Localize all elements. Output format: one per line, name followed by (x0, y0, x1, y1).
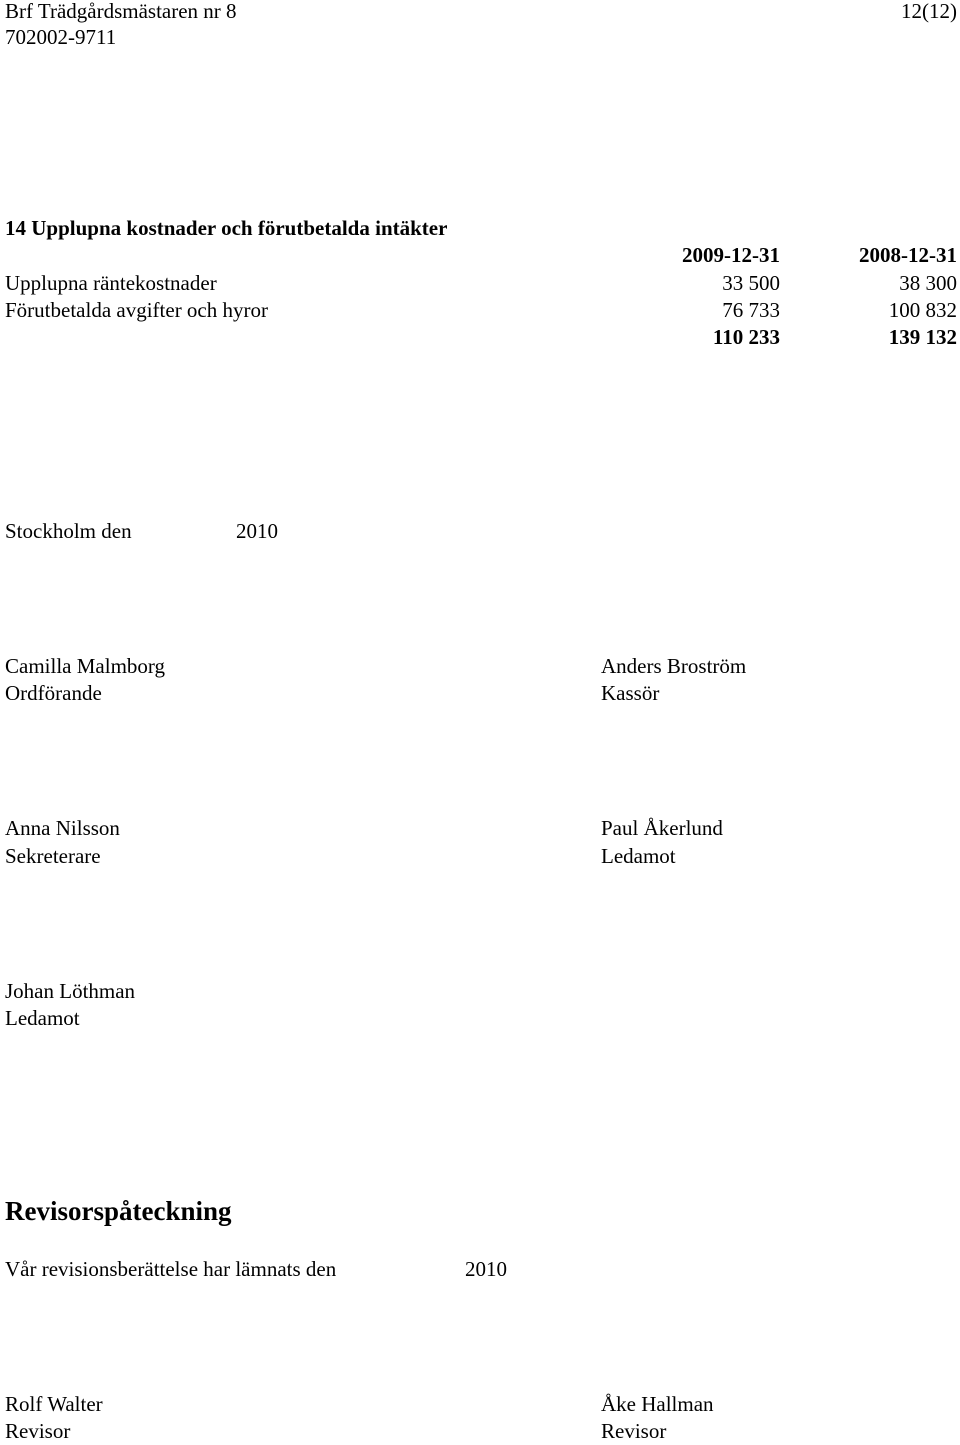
column-header-2009: 2009-12-31 (682, 243, 780, 267)
total-2009: 110 233 (712, 325, 780, 349)
signature-place: Stockholm den (5, 519, 132, 543)
signatory-name: Paul Åkerlund (601, 816, 723, 840)
row-value-2009: 76 733 (722, 298, 780, 322)
signatory-role: Ordförande (5, 681, 102, 705)
signatory-name: Camilla Malmborg (5, 654, 166, 678)
section-title: Revisorspåteckning (5, 1196, 232, 1226)
page-number: 12(12) (901, 0, 957, 23)
auditor-role: Revisor (601, 1419, 667, 1443)
signatory-name: Anders Broström (601, 654, 747, 678)
signature-year: 2010 (236, 519, 278, 543)
org-number: 702002-9711 (5, 25, 117, 49)
note-title: 14 Upplupna kostnader och förutbetalda intäkter (5, 216, 448, 240)
signatory-role: Ledamot (5, 1006, 80, 1030)
row-value-2009: 33 500 (722, 271, 780, 295)
signatory-role: Kassör (601, 681, 660, 705)
audit-statement: Vår revisionsberättelse har lämnats den (5, 1257, 337, 1281)
signatory-name: Johan Löthman (5, 979, 136, 1003)
row-label: Upplupna räntekostnader (5, 271, 217, 295)
signatory-role: Ledamot (601, 844, 676, 868)
auditor-name: Rolf Walter (5, 1392, 103, 1416)
row-label: Förutbetalda avgifter och hyror (5, 298, 268, 322)
audit-year: 2010 (465, 1257, 507, 1281)
auditor-name: Åke Hallman (601, 1392, 714, 1416)
signatory-role: Sekreterare (5, 844, 101, 868)
auditor-role: Revisor (5, 1419, 71, 1443)
row-value-2008: 100 832 (888, 298, 957, 322)
org-name: Brf Trädgårdsmästaren nr 8 (5, 0, 237, 23)
total-2008: 139 132 (888, 325, 957, 349)
signatory-name: Anna Nilsson (5, 816, 120, 840)
row-value-2008: 38 300 (899, 271, 957, 295)
column-header-2008: 2008-12-31 (859, 243, 957, 267)
